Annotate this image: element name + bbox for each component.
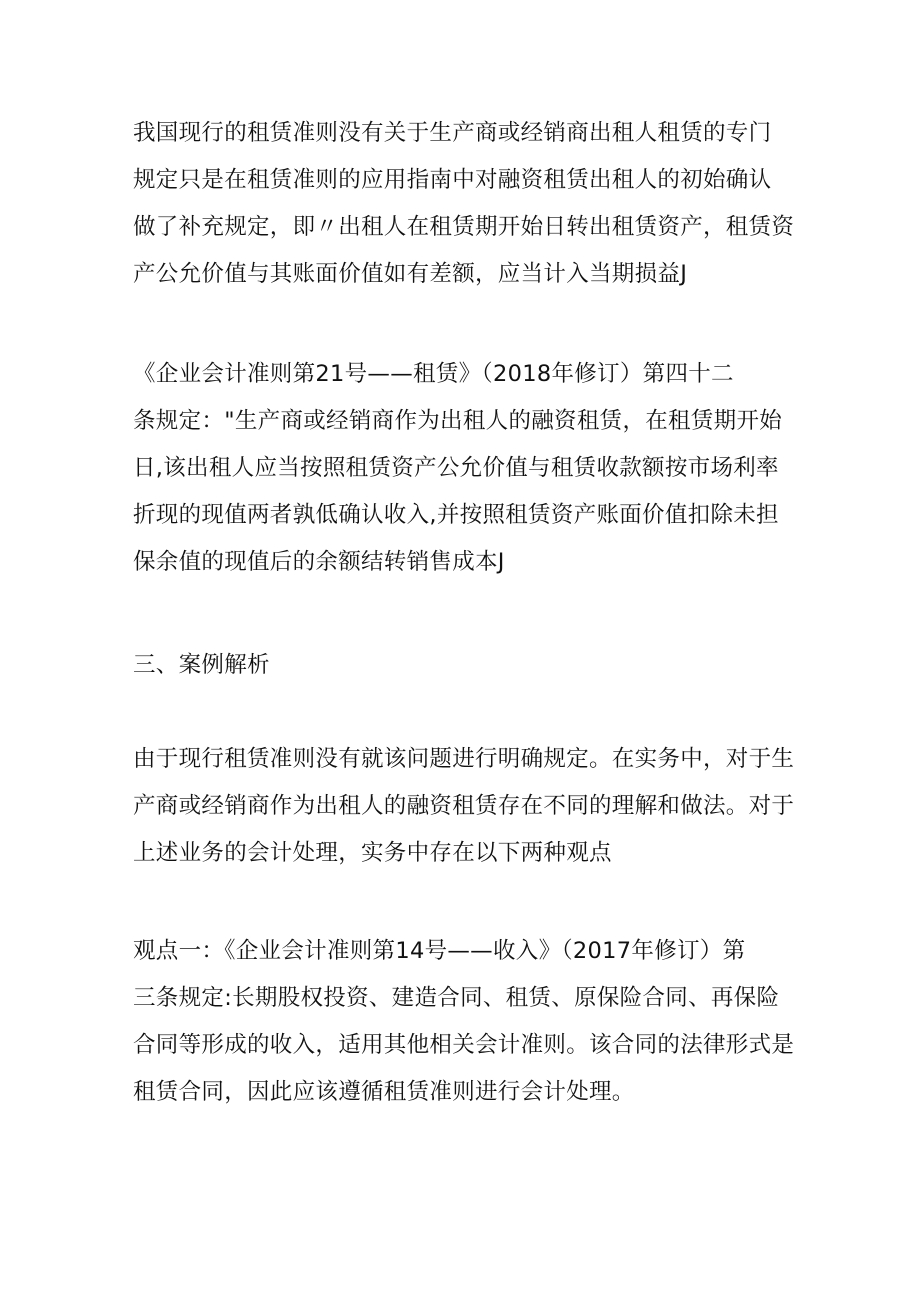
text-line: 折现的现值两者孰低确认收入,并按照租赁资产账面价值扣除未担 <box>133 502 779 528</box>
text-line: 观点一：《企业会计准则第14号——收入》（2017年修订）第 <box>133 938 746 964</box>
text-line: 《企业会计准则第21号——租赁》（2018年修订）第四十二 <box>133 361 734 387</box>
heading-text: 三、案例解析 <box>133 652 270 678</box>
paragraph-practice-divergence <box>133 736 798 877</box>
section-heading-case-analysis <box>133 642 798 689</box>
text-line: 三条规定:长期股权投资、建造合同、租赁、原保险合同、再保险 <box>133 985 780 1011</box>
text-line: 上述业务的会计处理，实务中存在以下两种观点 <box>133 840 612 866</box>
paragraph-viewpoint-one <box>133 928 798 1116</box>
text-line: 我国现行的租赁准则没有关于生产商或经销商出租人租赁的专门 <box>133 120 772 146</box>
text-line: 条规定："生产商或经销商作为出租人的融资租赁，在租赁期开始 <box>133 408 783 434</box>
text-line: 做了补充规定，即〃出租人在租赁期开始日转出租赁资产，租赁资 <box>133 214 795 240</box>
text-line: 日,该出租人应当按照租赁资产公允价值与租赁收款额按市场利率 <box>133 455 779 481</box>
paragraph-lease-standard-overview <box>133 110 798 298</box>
text-line: 合同等形成的收入，适用其他相关会计准则。该合同的法律形式是 <box>133 1032 795 1058</box>
text-line: 规定只是在租赁准则的应用指南中对融资租赁出租人的初始确认 <box>133 167 772 193</box>
text-line: 租赁合同，因此应该遵循租赁准则进行会计处理。 <box>133 1079 635 1105</box>
text-line: 产公允价值与其账面价值如有差额，应当计入当期损益J <box>133 261 688 287</box>
text-line: 保余值的现值后的余额结转销售成本J <box>133 549 505 575</box>
text-line: 由于现行租赁准则没有就该问题进行明确规定。在实务中，对于生 <box>133 746 795 772</box>
text-line: 产商或经销商作为出租人的融资租赁存在不同的理解和做法。对于 <box>133 793 795 819</box>
paragraph-standard-21-article-42 <box>133 351 798 586</box>
